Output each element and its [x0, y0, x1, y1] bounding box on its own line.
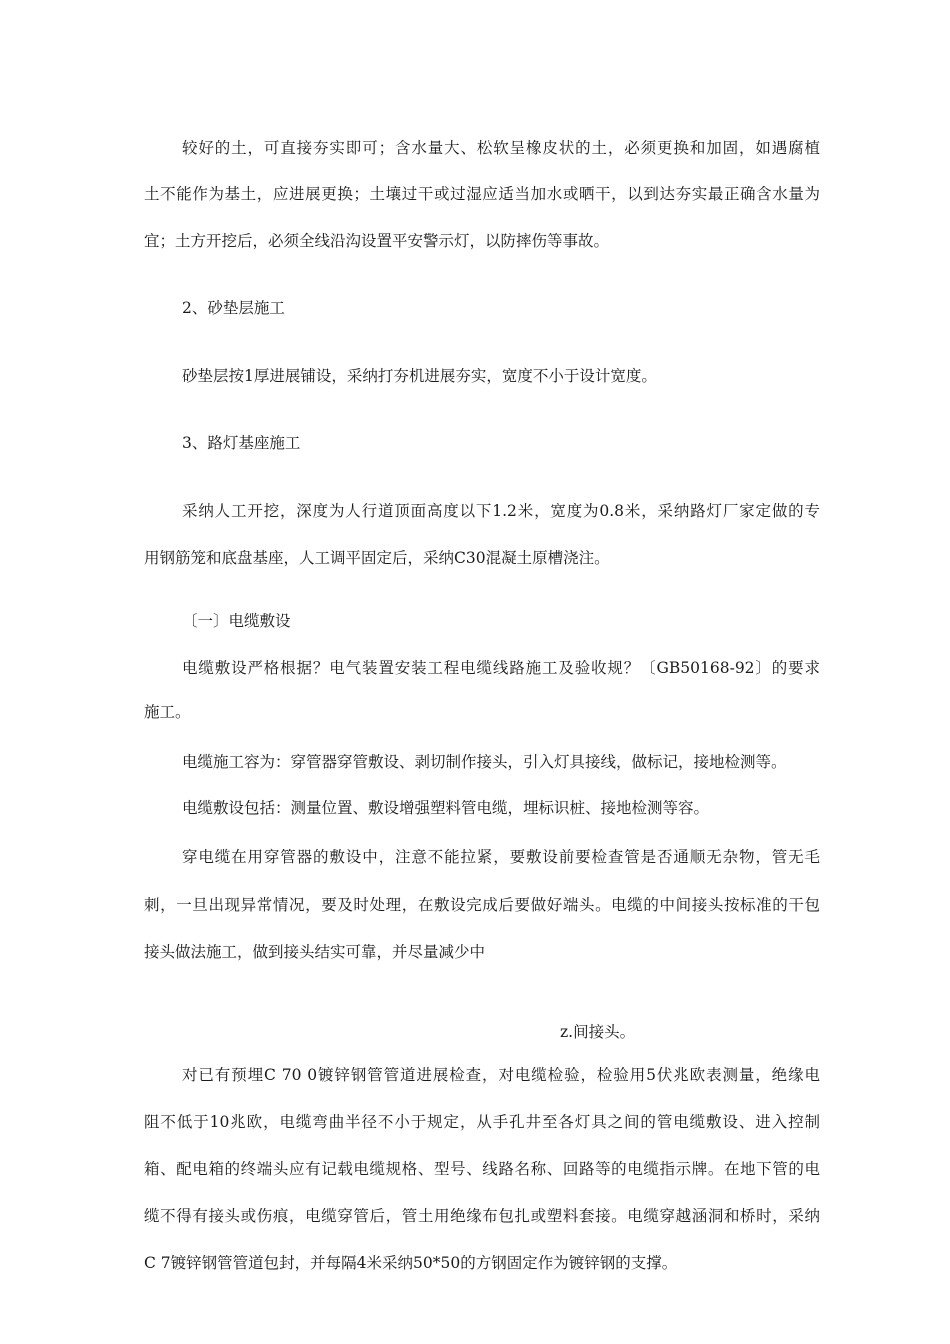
text-line: z.间接头。 — [560, 1023, 636, 1041]
text-line: 刺，一旦出现异常情况，要及时处理，在敷设完成后要做好端头。电缆的中间接头按标准的干包 — [144, 896, 820, 914]
text-line: 宜；土方开挖后，必须全线沿沟设置平安警示灯，以防摔伤等事故。 — [144, 232, 610, 250]
text-line: 缆不得有接头或伤痕，电缆穿管后，管土用绝缘布包扎或塑料套接。电缆穿越涵洞和桥时，采纳 — [144, 1207, 820, 1225]
text-line: 阻不低于10兆欧，电缆弯曲半径不小于规定，从手孔井至各灯具之间的管电缆敷设、进入控制 — [144, 1113, 820, 1131]
text-line: 箱、配电箱的终端头应有记载电缆规格、型号、线路名称、回路等的电缆指示牌。在地下管的电 — [144, 1160, 820, 1178]
section-heading: 2、砂垫层施工 — [182, 299, 285, 317]
text-line: 电缆敷设严格根据？电气装置安装工程电缆线路施工及验收规？〔GB50168-92〕的要求 — [182, 659, 820, 677]
text-line: 电缆施工容为：穿管器穿管敷设、剥切制作接头，引入灯具接线，做标记，接地检测等。 — [182, 753, 787, 771]
text-line: C 7镀锌钢管管道包封，并每隔4米采纳50*50的方钢固定作为镀锌钢的支撑。 — [144, 1254, 678, 1272]
section-heading: 〔一〕电缆敷设 — [182, 612, 291, 630]
text-line: 施工。 — [144, 703, 191, 721]
text-line: 较好的土，可直接夯实即可；含水量大、松软呈橡皮状的土，必须更换和加固，如遇腐植 — [182, 139, 820, 157]
section-heading: 3、路灯基座施工 — [182, 434, 301, 452]
text-line: 用钢筋笼和底盘基座，人工调平固定后，采纳C30混凝土原槽浇注。 — [144, 549, 610, 567]
text-line: 土不能作为基土，应进展更换；土壤过干或过湿应适当加水或晒干，以到达夯实最正确含水量为 — [144, 185, 820, 203]
text-line: 电缆敷设包括：测量位置、敷设增强塑料管电缆，埋标识桩、接地检测等容。 — [182, 799, 710, 817]
text-line: 砂垫层按1厚进展铺设，采纳打夯机进展夯实，宽度不小于设计宽度。 — [182, 367, 657, 385]
text-line: 穿电缆在用穿管器的敷设中，注意不能拉紧，要敷设前要检查管是否通顺无杂物，管无毛 — [182, 848, 820, 866]
text-line: 对已有预埋C 70 0镀锌钢管管道进展检查，对电缆检验，检验用5伏兆欧表测量，绝缘电 — [182, 1066, 820, 1084]
text-line: 采纳人工开挖，深度为人行道顶面高度以下1.2米，宽度为0.8米，采纳路灯厂家定做的专 — [182, 502, 820, 520]
text-line: 接头做法施工，做到接头结实可靠，并尽量减少中 — [144, 943, 486, 961]
